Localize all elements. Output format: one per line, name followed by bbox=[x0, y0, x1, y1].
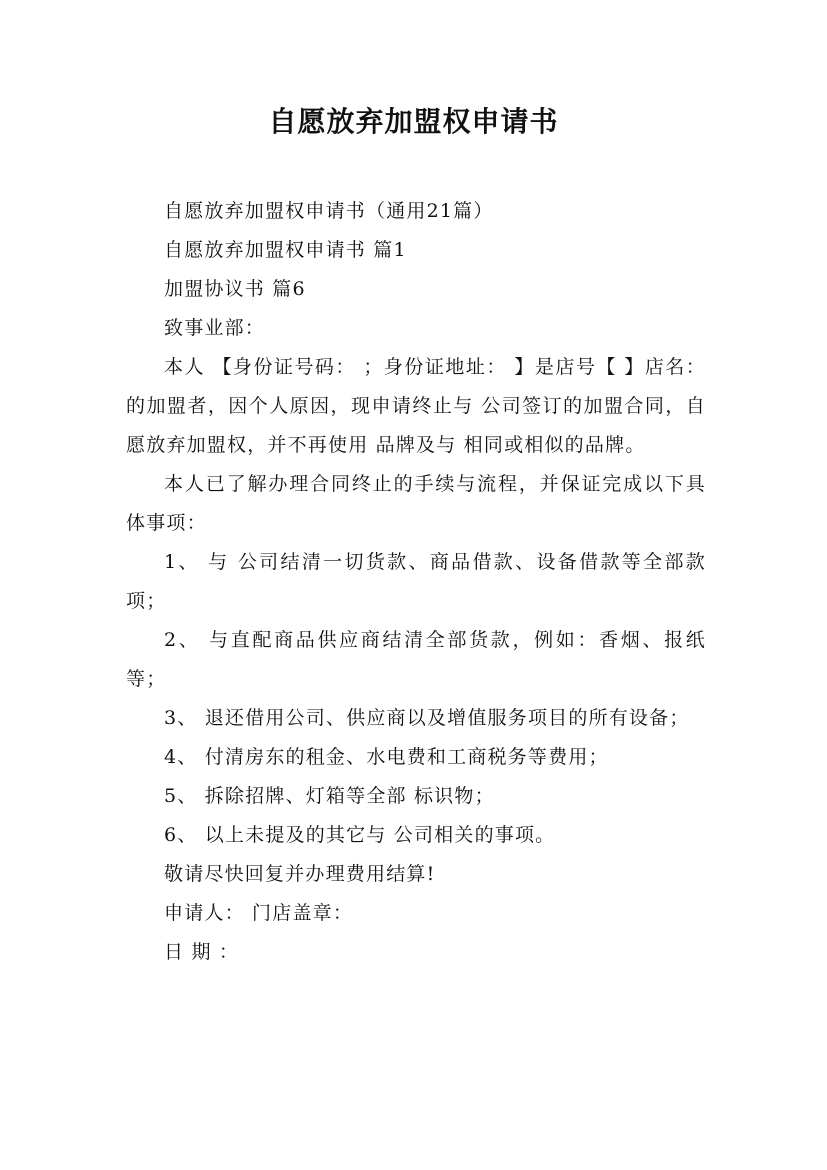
list-item-5: 5、 拆除招牌、灯箱等全部 标识物； bbox=[164, 785, 495, 807]
paragraph-section-heading-2: 加盟协议书 篇6 bbox=[164, 278, 306, 300]
paragraph-section-heading: 自愿放弃加盟权申请书 篇1 bbox=[164, 239, 407, 261]
paragraph-statement: 本人 【身份证号码： ；身份证地址： 】是店号【 】店名： 的加盟者，因个人原因，现申请终止与 公司签订的加盟合同，自愿放弃加盟权，并不再使用 品牌及与 相同或相似的品牌。 bbox=[126, 356, 706, 456]
date-line: 日 期 ： bbox=[164, 941, 240, 963]
paragraph-subtitle: 自愿放弃加盟权申请书（通用21篇） bbox=[164, 200, 494, 222]
list-item-1: 1、 与 公司结清一切货款、商品借款、设备借款等全部款项； bbox=[126, 551, 706, 612]
document-title: 自愿放弃加盟权申请书 bbox=[268, 105, 559, 138]
paragraph-commitment: 本人已了解办理合同终止的手续与流程，并保证完成以下具体事项： bbox=[126, 473, 706, 534]
list-item-6: 6、 以上未提及的其它与 公司相关的事项。 bbox=[164, 824, 556, 846]
signature-line: 申请人： 门店盖章： bbox=[164, 902, 354, 924]
paragraph-salutation: 致事业部： bbox=[164, 317, 266, 339]
paragraph-request: 敬请尽快回复并办理费用结算! bbox=[164, 863, 436, 885]
list-item-2: 2、 与直配商品供应商结清全部货款，例如：香烟、报纸等； bbox=[126, 629, 706, 690]
list-item-3: 3、 退还借用公司、供应商以及增值服务项目的所有设备； bbox=[164, 707, 690, 729]
document-body bbox=[126, 192, 706, 972]
list-item-4: 4、 付清房东的租金、水电费和工商税务等费用； bbox=[164, 746, 609, 768]
